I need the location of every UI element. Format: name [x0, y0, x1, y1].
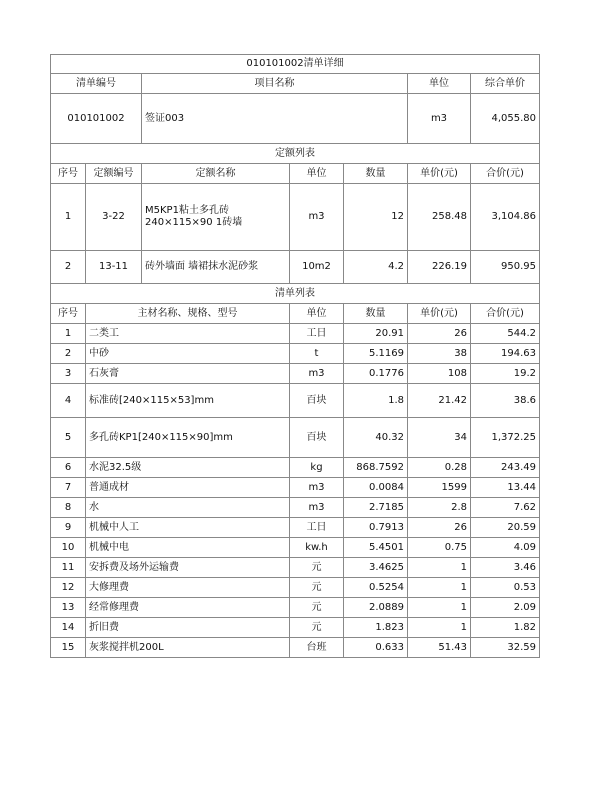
material-price: 1 — [408, 558, 471, 577]
material-name: 机械中电 — [86, 538, 290, 557]
quota-unit: 10m2 — [290, 251, 344, 283]
material-no: 11 — [51, 558, 86, 577]
bill-unit-header: 单位 — [408, 74, 471, 93]
quota-price-header: 单价(元) — [408, 164, 471, 183]
material-no: 12 — [51, 578, 86, 597]
bill-code-header: 清单编号 — [51, 74, 142, 93]
quota-no-header: 序号 — [51, 164, 86, 183]
material-row — [50, 324, 540, 344]
material-name: 水泥32.5级 — [86, 458, 290, 477]
quota-qty: 4.2 — [344, 251, 408, 283]
material-total: 3.46 — [471, 558, 540, 577]
material-no: 5 — [51, 418, 86, 457]
bill-name: 签证003 — [142, 94, 408, 143]
material-qty: 20.91 — [344, 324, 408, 343]
material-total: 1.82 — [471, 618, 540, 637]
material-name: 多孔砖KP1[240×115×90]mm — [86, 418, 290, 457]
material-total: 0.53 — [471, 578, 540, 597]
quota-price: 258.48 — [408, 184, 471, 250]
material-qty: 0.633 — [344, 638, 408, 657]
material-unit: 工日 — [290, 518, 344, 537]
material-unit: 台班 — [290, 638, 344, 657]
quota-section-title: 定额列表 — [51, 144, 540, 163]
material-unit-header: 单位 — [290, 304, 344, 323]
material-qty-header: 数量 — [344, 304, 408, 323]
materials-header-row — [50, 304, 540, 324]
material-total: 4.09 — [471, 538, 540, 557]
material-no: 15 — [51, 638, 86, 657]
material-row — [50, 458, 540, 478]
material-price: 0.75 — [408, 538, 471, 557]
quota-price: 226.19 — [408, 251, 471, 283]
material-no: 14 — [51, 618, 86, 637]
material-unit: kg — [290, 458, 344, 477]
bill-detail-sheet — [50, 54, 540, 658]
bill-price-header: 综合单价 — [471, 74, 540, 93]
material-unit: m3 — [290, 364, 344, 383]
sheet-title-row — [50, 54, 540, 74]
material-price: 1 — [408, 598, 471, 617]
material-unit: kw.h — [290, 538, 344, 557]
material-name: 机械中人工 — [86, 518, 290, 537]
material-price: 26 — [408, 518, 471, 537]
material-qty: 1.823 — [344, 618, 408, 637]
material-no: 6 — [51, 458, 86, 477]
material-qty: 5.4501 — [344, 538, 408, 557]
material-row — [50, 598, 540, 618]
material-price-header: 单价(元) — [408, 304, 471, 323]
bill-name-header: 项目名称 — [142, 74, 408, 93]
quota-total: 950.95 — [471, 251, 540, 283]
quota-row — [50, 251, 540, 284]
material-no: 10 — [51, 538, 86, 557]
material-unit: 百块 — [290, 384, 344, 417]
material-no: 3 — [51, 364, 86, 383]
material-name: 二类工 — [86, 324, 290, 343]
material-name: 普通成材 — [86, 478, 290, 497]
material-no: 4 — [51, 384, 86, 417]
quota-unit: m3 — [290, 184, 344, 250]
material-unit: m3 — [290, 478, 344, 497]
material-price: 34 — [408, 418, 471, 457]
material-total: 2.09 — [471, 598, 540, 617]
quota-code: 13-11 — [86, 251, 142, 283]
material-no: 9 — [51, 518, 86, 537]
material-no: 13 — [51, 598, 86, 617]
material-qty: 5.1169 — [344, 344, 408, 363]
quota-code: 3-22 — [86, 184, 142, 250]
bill-row — [50, 94, 540, 144]
material-qty: 0.0084 — [344, 478, 408, 497]
material-price: 38 — [408, 344, 471, 363]
quota-qty-header: 数量 — [344, 164, 408, 183]
quota-qty: 12 — [344, 184, 408, 250]
material-qty: 2.7185 — [344, 498, 408, 517]
quota-total: 3,104.86 — [471, 184, 540, 250]
material-name: 石灰膏 — [86, 364, 290, 383]
material-price: 1599 — [408, 478, 471, 497]
material-no: 1 — [51, 324, 86, 343]
material-row — [50, 518, 540, 538]
quota-unit-header: 单位 — [290, 164, 344, 183]
quota-name: 砖外墙面 墙裙抹水泥砂浆 — [142, 251, 290, 283]
material-unit: 元 — [290, 578, 344, 597]
material-unit: t — [290, 344, 344, 363]
quota-section-row — [50, 144, 540, 164]
materials-section-row — [50, 284, 540, 304]
material-price: 0.28 — [408, 458, 471, 477]
material-total: 544.2 — [471, 324, 540, 343]
material-rows — [50, 324, 540, 658]
material-qty: 868.7592 — [344, 458, 408, 477]
material-price: 51.43 — [408, 638, 471, 657]
material-total: 19.2 — [471, 364, 540, 383]
bill-unit: m3 — [408, 94, 471, 143]
material-name: 安拆费及场外运输费 — [86, 558, 290, 577]
bill-code: 010101002 — [51, 94, 142, 143]
quota-name-header: 定额名称 — [142, 164, 290, 183]
quota-total-header: 合价(元) — [471, 164, 540, 183]
material-price: 26 — [408, 324, 471, 343]
material-row — [50, 578, 540, 598]
material-price: 2.8 — [408, 498, 471, 517]
material-qty: 3.4625 — [344, 558, 408, 577]
material-name: 折旧费 — [86, 618, 290, 637]
material-price: 1 — [408, 618, 471, 637]
quota-name: M5KP1粘土多孔砖 240×115×90 1砖墙 — [142, 184, 290, 250]
material-price: 108 — [408, 364, 471, 383]
material-row — [50, 618, 540, 638]
quota-no: 1 — [51, 184, 86, 250]
material-total: 38.6 — [471, 384, 540, 417]
material-row — [50, 478, 540, 498]
quota-row — [50, 184, 540, 251]
material-no-header: 序号 — [51, 304, 86, 323]
material-row — [50, 498, 540, 518]
material-total: 7.62 — [471, 498, 540, 517]
material-unit: 元 — [290, 618, 344, 637]
quota-code-header: 定额编号 — [86, 164, 142, 183]
material-row — [50, 344, 540, 364]
material-row — [50, 418, 540, 458]
material-no: 2 — [51, 344, 86, 363]
material-unit: 百块 — [290, 418, 344, 457]
material-price: 21.42 — [408, 384, 471, 417]
material-price: 1 — [408, 578, 471, 597]
material-unit: 元 — [290, 598, 344, 617]
material-unit: 工日 — [290, 324, 344, 343]
material-name: 中砂 — [86, 344, 290, 363]
material-total: 32.59 — [471, 638, 540, 657]
material-name: 水 — [86, 498, 290, 517]
material-qty: 0.1776 — [344, 364, 408, 383]
quota-header-row — [50, 164, 540, 184]
material-no: 8 — [51, 498, 86, 517]
material-unit: m3 — [290, 498, 344, 517]
material-total: 1,372.25 — [471, 418, 540, 457]
material-name-header: 主材名称、规格、型号 — [86, 304, 290, 323]
material-total: 13.44 — [471, 478, 540, 497]
material-row — [50, 558, 540, 578]
material-row — [50, 384, 540, 418]
materials-section-title: 清单列表 — [51, 284, 540, 303]
material-name: 灰浆搅拌机200L — [86, 638, 290, 657]
material-name: 大修理费 — [86, 578, 290, 597]
material-total-header: 合价(元) — [471, 304, 540, 323]
material-qty: 2.0889 — [344, 598, 408, 617]
material-name: 经常修理费 — [86, 598, 290, 617]
material-qty: 1.8 — [344, 384, 408, 417]
material-total: 20.59 — [471, 518, 540, 537]
material-total: 194.63 — [471, 344, 540, 363]
bill-header-row — [50, 74, 540, 94]
material-row — [50, 638, 540, 658]
material-total: 243.49 — [471, 458, 540, 477]
material-qty: 0.5254 — [344, 578, 408, 597]
material-qty: 40.32 — [344, 418, 408, 457]
material-row — [50, 364, 540, 384]
bill-price: 4,055.80 — [471, 94, 540, 143]
quota-no: 2 — [51, 251, 86, 283]
material-name: 标准砖[240×115×53]mm — [86, 384, 290, 417]
sheet-title: 010101002清单详细 — [51, 55, 540, 73]
material-unit: 元 — [290, 558, 344, 577]
material-qty: 0.7913 — [344, 518, 408, 537]
material-row — [50, 538, 540, 558]
material-no: 7 — [51, 478, 86, 497]
